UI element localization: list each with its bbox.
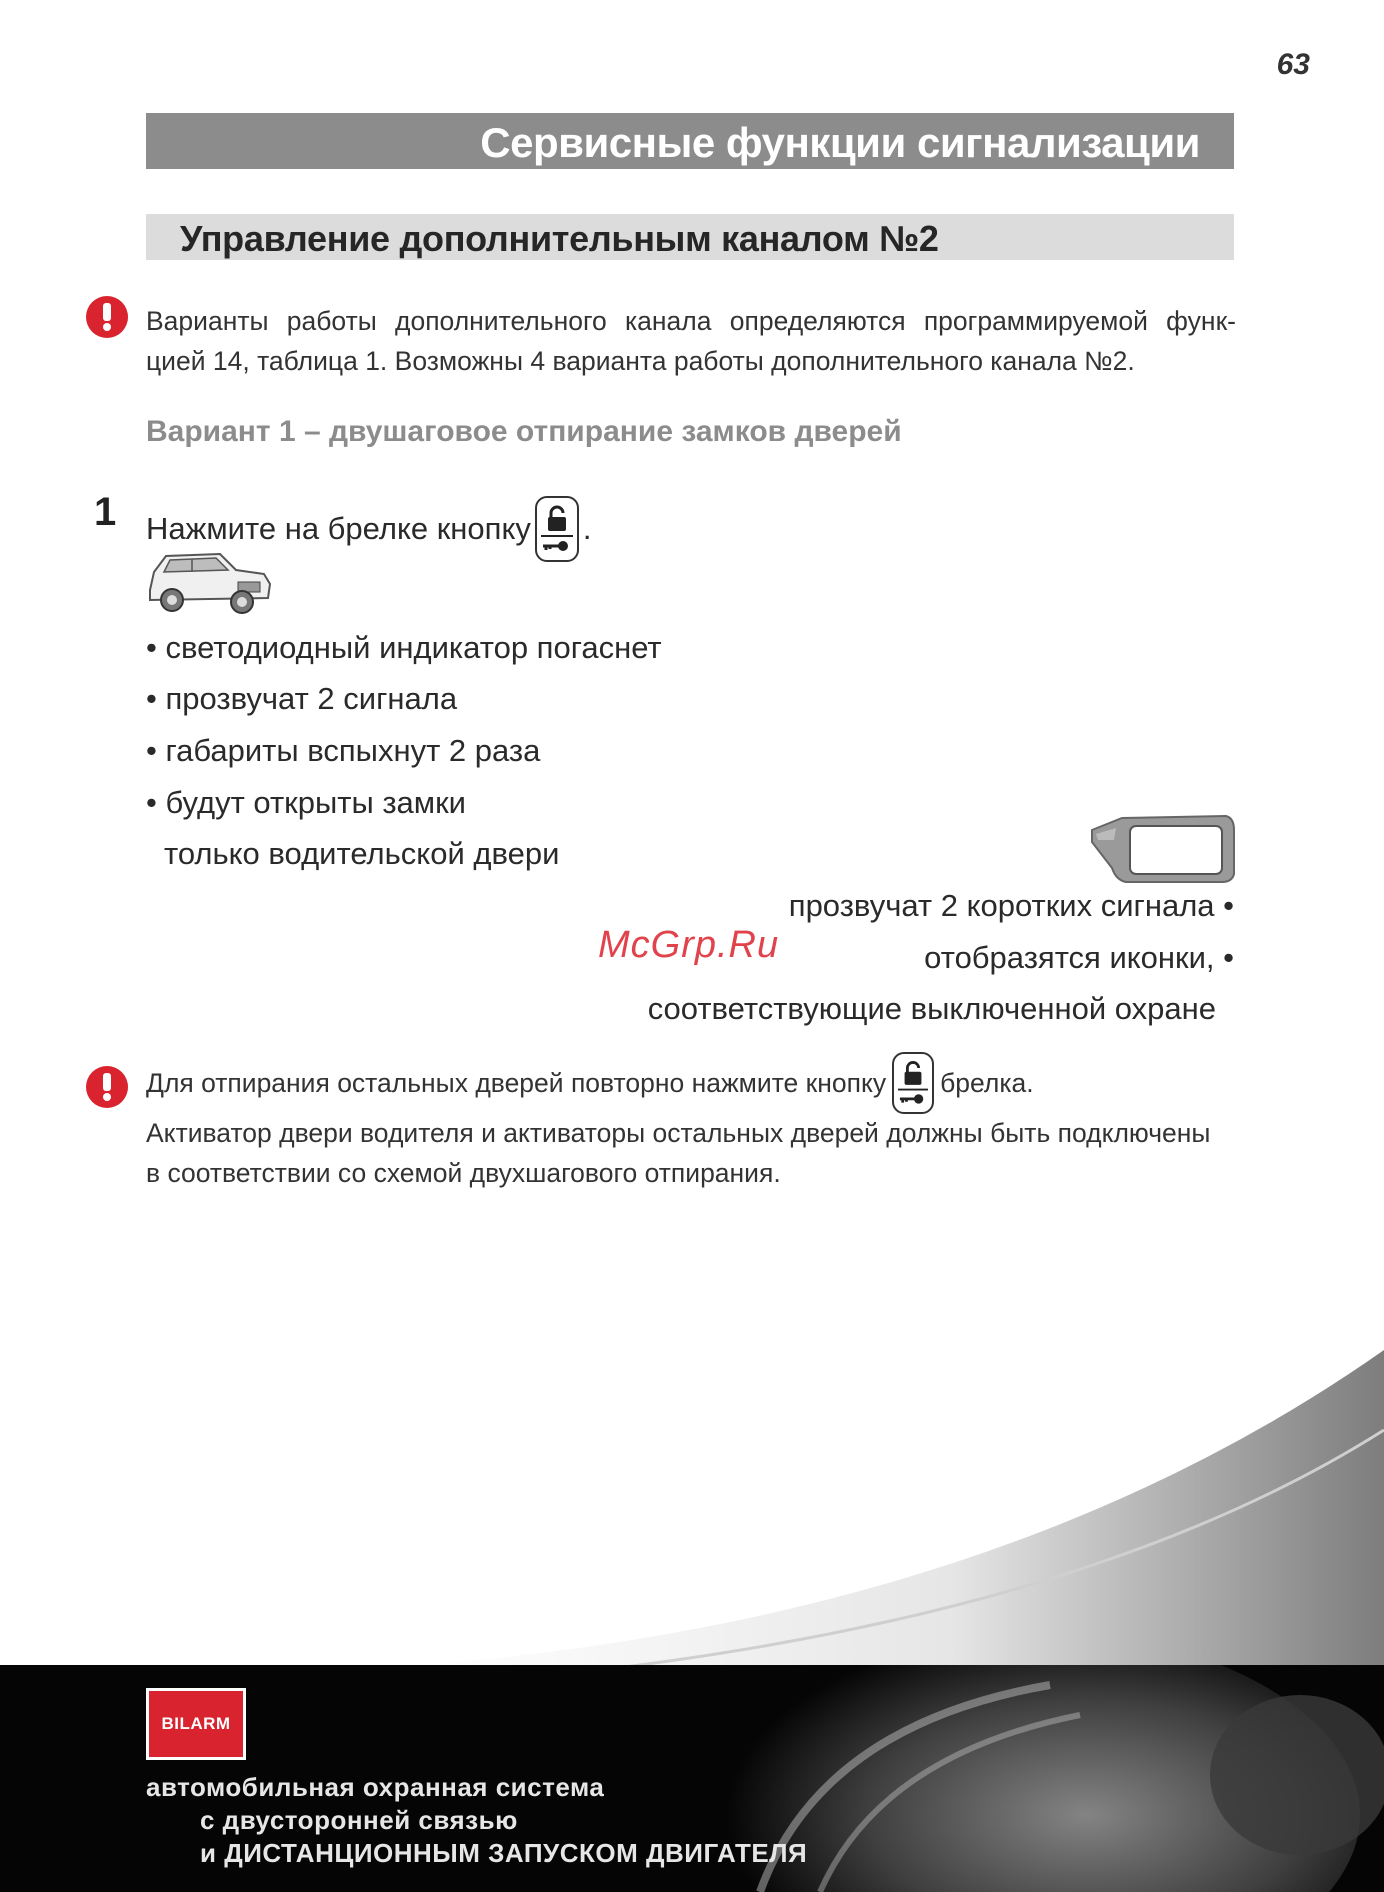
note-line2: Активатор двери водителя и активаторы остальных дверей должны быть подключены — [146, 1118, 1211, 1148]
note-intro-line2: цией 14, таблица 1. Возможны 4 варианта работы дополнительного канала №2. — [146, 346, 1135, 376]
chapter-title: Сервисные функции сигнализации — [480, 119, 1200, 166]
decorative-swoosh — [0, 1280, 1384, 1680]
note-intro-line1: Варианты работы дополнительного канала определяются программируемой функ- — [146, 306, 1236, 336]
step-text: Нажмите на брелке кнопку — [146, 511, 531, 546]
note-line1-suffix: брелка. — [940, 1067, 1034, 1098]
note-line3: в соответствии со схемой двухшагового отпирания. — [146, 1158, 781, 1188]
warning-icon — [86, 1066, 128, 1108]
step-suffix: . — [582, 511, 592, 546]
watermark: McGrp.Ru — [598, 924, 780, 966]
note-intro — [146, 301, 1236, 381]
list-item: соответствующие выключенной охране — [647, 991, 1216, 1026]
note-line1-text: Для отпирания остальных дверей повторно нажмите кнопку — [146, 1067, 887, 1098]
footer-tagline-2: с двусторонней связью — [200, 1805, 518, 1835]
brand-logo-text: BILARM — [161, 1714, 231, 1733]
note-line1 — [146, 1052, 1034, 1114]
car-illustration — [146, 548, 274, 621]
list-item: прозвучат 2 коротких сигнала • — [788, 888, 1234, 923]
unlock-button-icon — [892, 1052, 934, 1114]
section-title: Управление дополнительным каналом №2 — [180, 218, 939, 259]
list-item: • прозвучат 2 сигнала — [146, 681, 458, 716]
page-number: 63 — [1276, 48, 1310, 81]
section-title-bar — [146, 214, 1234, 260]
warning-icon — [86, 296, 128, 338]
unlock-button-icon — [535, 496, 579, 562]
footer-tagline-3: и ДИСТАНЦИОННЫМ ЗАПУСКОМ ДВИГАТЕЛЯ — [200, 1838, 808, 1868]
list-item: отобразятся иконки, • — [924, 940, 1234, 975]
variant-heading: Вариант 1 – двушаговое отпирание замков дверей — [146, 415, 902, 448]
step-number: 1 — [94, 490, 117, 534]
list-item: • светодиодный индикатор погаснет — [146, 630, 662, 665]
remote-fob-illustration — [1086, 810, 1236, 891]
chapter-title-bar — [146, 113, 1234, 169]
brand-logo — [146, 1688, 246, 1760]
list-item: только водительской двери — [164, 836, 560, 871]
list-item: • будут открыты замки — [146, 785, 466, 820]
footer-tagline-1: автомобильная охранная система — [146, 1772, 605, 1802]
note-body — [146, 1113, 1210, 1193]
list-item: • габариты вспыхнут 2 раза — [146, 733, 541, 768]
